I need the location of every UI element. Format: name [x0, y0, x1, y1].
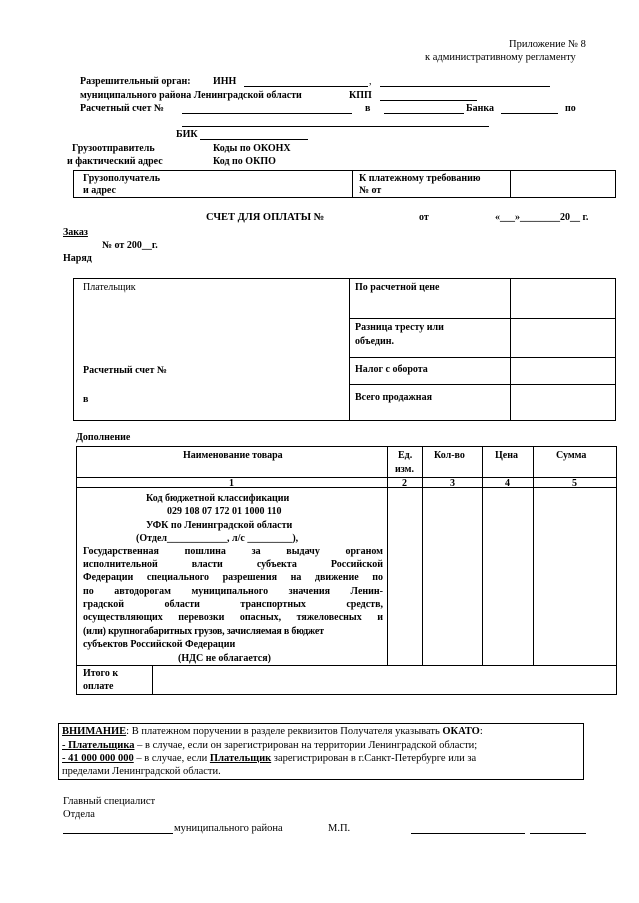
kpp-field-line	[380, 100, 477, 101]
order-label: Заказ	[63, 227, 88, 238]
total-label: Итого к	[83, 668, 119, 679]
account-field-line	[182, 113, 352, 114]
total-sale-label: Всего продажная	[355, 392, 432, 403]
bik-label: БИК	[176, 129, 198, 140]
attention-line-2	[62, 741, 477, 752]
stamp-label: М.П.	[328, 823, 351, 834]
col-number-2: 2	[402, 478, 407, 489]
supplement-label: Дополнение	[76, 432, 131, 443]
col-header-sum: Сумма	[556, 450, 587, 461]
col-number-4: 4	[505, 478, 510, 489]
okato-code: - 41 000 000 000	[62, 753, 134, 764]
invoice-date: «___»________20__ г.	[495, 212, 589, 223]
trust-difference-label: Разница тресту или	[355, 322, 444, 333]
municipal-district-label: муниципального района Ленинградской области	[80, 90, 302, 101]
department-name-line	[63, 833, 173, 834]
table-total-line	[152, 665, 153, 694]
authority-label: Разрешительный орган:	[80, 76, 191, 87]
payer-divider-2	[510, 278, 511, 420]
attention-title: ВНИМАНИЕ	[62, 726, 127, 737]
fee-description-8: субъектов Российской Федерации	[83, 639, 236, 650]
table-col-line-1	[387, 446, 388, 666]
col-header-unit-2: изм.	[395, 464, 414, 475]
col-number-1: 1	[229, 478, 234, 489]
chief-specialist: Главный специалист	[63, 796, 156, 807]
payer-divider	[349, 278, 350, 420]
bank-label: Банка	[466, 103, 494, 114]
okonh-label: Коды по ОКОНХ	[213, 143, 291, 154]
vat-note: (НДС не облагается)	[178, 653, 271, 664]
consignee-label: Грузополучатель	[83, 173, 160, 184]
col-header-price: Цена	[495, 450, 518, 461]
trust-difference-label-2: объедин.	[355, 336, 394, 347]
turnover-tax-label: Налог с оборота	[355, 364, 428, 375]
inn-field-line	[244, 86, 368, 87]
payment-request-label: К платежному требованию	[359, 173, 481, 184]
payment-request-number: № от	[359, 185, 382, 196]
consignee-divider	[352, 170, 353, 197]
budget-code-label: Код бюджетной классификации	[146, 493, 290, 504]
appendix-number: Приложение № 8	[509, 39, 586, 50]
ufk-label: УФК по Ленинградской области	[146, 520, 293, 531]
attention-text-3a: – в случае, если	[133, 753, 210, 764]
payer-case-label: - Плательщика	[62, 740, 135, 751]
consignee-address-label: и адрес	[83, 185, 116, 196]
invoice-from: от	[419, 212, 429, 223]
goods-table	[76, 446, 617, 695]
inn-label: ИНН	[213, 76, 237, 87]
fee-description-6: осуществляющих перевозки опасных, тяжеловесных и	[83, 612, 383, 623]
budget-code: 029 108 07 172 01 1000 110	[167, 506, 282, 517]
attention-text-2: – в случае, если он зарегистрирован на территории Ленинградской области;	[134, 740, 478, 751]
table-col-line-3	[482, 446, 483, 666]
bik-field-line	[200, 139, 308, 140]
total-label-2: оплате	[83, 681, 114, 692]
table-number-line	[76, 487, 616, 488]
payer-account-label: Расчетный счет №	[83, 365, 167, 376]
attention-text-1: : В платежном поручении в разделе реквизитов Получателя указывать	[126, 726, 443, 737]
payer-row-line-3	[349, 384, 615, 385]
table-content-line	[76, 665, 616, 666]
fee-description-1: Государственная пошлина за выдачу органом	[83, 546, 383, 557]
signature-name-line	[530, 833, 586, 834]
authority-name-line	[380, 86, 550, 87]
calc-price-label: По расчетной цене	[355, 282, 440, 293]
account-label: Расчетный счет №	[80, 103, 164, 114]
invoice-title: СЧЕТ ДЛЯ ОПЛАТЫ №	[206, 212, 325, 223]
comma: ,	[369, 76, 372, 87]
okato-label: ОКАТО	[442, 726, 480, 737]
col-number-3: 3	[450, 478, 455, 489]
regulation-ref: к административному регламенту	[425, 52, 576, 63]
table-col-line-2	[422, 446, 423, 666]
payer-label: Плательщик	[83, 282, 136, 293]
shipper-address-label: и фактический адрес	[67, 156, 163, 167]
attention-line-3	[62, 754, 476, 765]
okpo-label: Код по ОКПО	[213, 156, 276, 167]
payer-row-line-1	[349, 318, 615, 319]
col-header-qty: Кол-во	[434, 450, 465, 461]
fee-description-4: по автодорогам муниципального значения Ленин-	[83, 586, 383, 597]
attention-colon: :	[479, 726, 483, 737]
col-header-name: Наименование товара	[183, 450, 283, 461]
attention-line-4: пределами Ленинградской области.	[62, 766, 221, 777]
shipper-label: Грузоотправитель	[72, 143, 155, 154]
naryad-label: Наряд	[63, 253, 92, 264]
bank-field-line	[384, 113, 464, 114]
attention-line-1	[62, 727, 483, 738]
payer-label-2: Плательщик	[209, 753, 272, 764]
po-label: по	[565, 103, 576, 114]
payer-in-label: в	[83, 394, 89, 405]
consignee-divider-2	[510, 170, 511, 197]
fee-description-5: градской области транспортных средств,	[83, 599, 383, 610]
payer-row-line-2	[349, 357, 615, 358]
fee-description-3: Федерации специального разрешения на движение по	[83, 572, 383, 583]
department-label: Отдела	[63, 809, 95, 820]
order-number-line: № от 200__г.	[102, 240, 158, 251]
district-label: муниципального района	[174, 823, 283, 834]
payer-box	[73, 278, 616, 421]
table-header-line	[76, 477, 616, 478]
account-extra-line	[182, 126, 489, 127]
in-label: в	[365, 103, 371, 114]
col-number-5: 5	[572, 478, 577, 489]
signature-line	[411, 833, 525, 834]
department-account: (Отдел____________, л/с _________),	[136, 533, 299, 544]
kpp-label: КПП	[349, 90, 372, 101]
fee-description-2: исполнительной власти субъекта Российской	[83, 559, 383, 570]
fee-description-7: (или) крупногабаритных грузов, зачисляемая в бюджет	[83, 626, 324, 637]
table-col-line-4	[533, 446, 534, 666]
bank-city-line	[501, 113, 558, 114]
col-header-unit: Ед.	[398, 450, 413, 461]
attention-text-3b: зарегистрирован в г.Санкт-Петербурге или за	[271, 753, 477, 764]
